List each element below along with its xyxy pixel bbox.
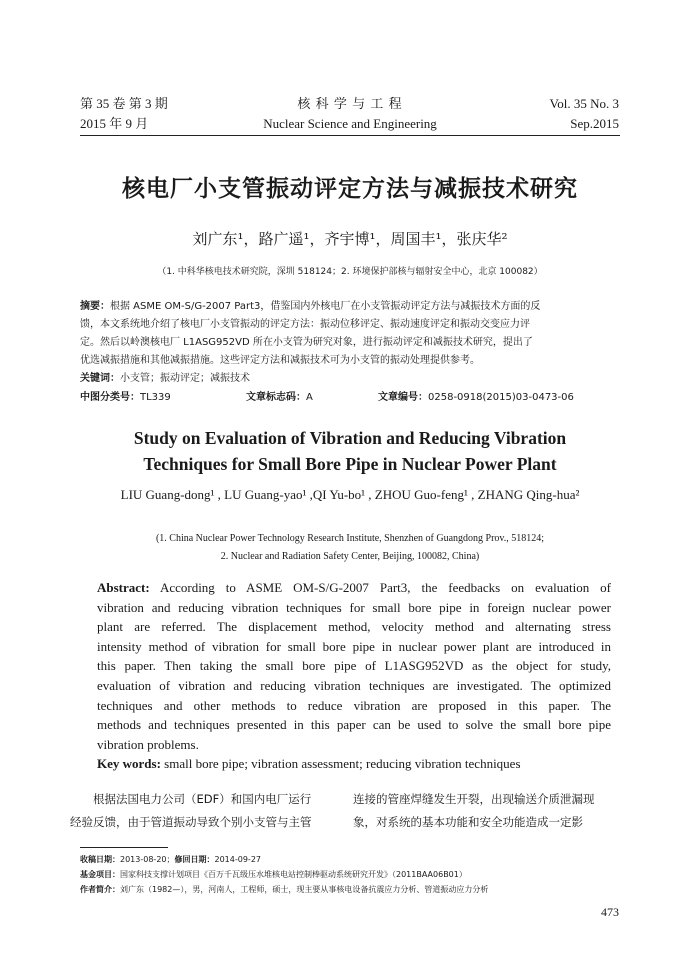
affiliation-en-line: 2. Nuclear and Radiation Safety Center, Beijing, 100082, China) bbox=[220, 551, 480, 562]
header-volume-cn: 第 35 卷 第 3 期 bbox=[80, 96, 168, 111]
document-code-label: 文章标志码： bbox=[246, 392, 306, 403]
header-date-cn: 2015 年 9 月 bbox=[80, 116, 149, 131]
clc-number bbox=[80, 388, 171, 403]
abstract-en bbox=[97, 578, 611, 774]
abstract-en-line: methods and techniques presented in this paper can be used to solve the small bore pipe bbox=[97, 717, 611, 733]
article-id-label: 文章编号： bbox=[378, 392, 428, 403]
article-id-value: 0258-0918(2015)03-0473-06 bbox=[428, 392, 574, 403]
footnote-fund bbox=[80, 867, 620, 882]
header-date-en: Sep.2015 bbox=[570, 116, 619, 131]
body-line: 根据法国电力公司（EDF）和国内电厂运行 bbox=[93, 792, 312, 806]
body-line: 经验反馈，由于管道振动导致个别小支管与主管 bbox=[70, 815, 312, 829]
authors-en: LIU Guang-dong¹ , LU Guang-yao¹ ,QI Yu-bo¹ , ZHOU Guo-feng¹ , ZHANG Qing-hua² bbox=[120, 487, 580, 502]
abstract-cn-line: 馈，本文系统地介绍了核电厂小支管振动的评定方法：振动位移评定、振动速度评定和振动交变应力评 bbox=[80, 319, 530, 330]
abstract-cn bbox=[80, 298, 620, 388]
fund-text: 国家科技支撑计划项目《百万千瓦级压水堆核电站控制棒驱动系统研究开发》（2011BAA06B01） bbox=[120, 870, 467, 879]
title-cn: 核电厂小支管振动评定方法与减振技术研究 bbox=[122, 176, 578, 202]
abstract-en-label: Abstract: bbox=[97, 580, 150, 595]
received-date: 2013-08-20； bbox=[120, 855, 175, 864]
abstract-en-line: vibration problems. bbox=[97, 736, 199, 752]
keywords-cn-label: 关键词： bbox=[80, 373, 120, 384]
abstract-en-line: vibration and reducing vibration techniques for small bore pipe in foreign nuclear power bbox=[97, 599, 611, 615]
document-code-value: A bbox=[306, 392, 313, 403]
abstract-en-line: evaluation of vibration and reducing vibration techniques are investigated. The optimized bbox=[97, 677, 611, 693]
affiliation-en-line: (1. China Nuclear Power Technology Research Institute, Shenzhen of Guangdong Prov., 518124; bbox=[155, 533, 545, 544]
affiliation-cn: （1. 中科华核电技术研究院，深圳 518124；2. 环境保护部核与辐射安全中心，北京 100082） bbox=[157, 267, 543, 277]
keywords-en bbox=[97, 754, 611, 774]
header-rule bbox=[80, 135, 620, 136]
header-volume-en: Vol. 35 No. 3 bbox=[549, 96, 619, 111]
received-label: 收稿日期： bbox=[80, 855, 120, 864]
abstract-en-line: this paper. Then taking the small bore pipe of L1ASG952VD as the object for study, bbox=[97, 658, 611, 674]
article-id bbox=[378, 388, 574, 403]
body-line: 连接的管座焊缝发生开裂，出现输送介质泄漏现 bbox=[353, 792, 595, 806]
title-en bbox=[0, 425, 700, 477]
body-line: 象，对系统的基本功能和安全功能造成一定影 bbox=[353, 815, 583, 829]
footnote-rule bbox=[80, 847, 168, 848]
footnotes bbox=[80, 852, 620, 897]
footnote-dates bbox=[80, 852, 620, 867]
abstract-cn-label: 摘要： bbox=[80, 301, 110, 312]
page-number: 473 bbox=[601, 905, 619, 919]
header-journal-en: Nuclear Science and Engineering bbox=[263, 116, 437, 131]
author-bio-label: 作者简介： bbox=[80, 885, 120, 894]
abstract-en-line: According to ASME OM-S/G-2007 Part3, the feedbacks on evaluation of bbox=[159, 580, 611, 595]
header-issue-en bbox=[550, 94, 619, 134]
keywords-en-label: Key words: bbox=[97, 756, 161, 772]
abstract-en-line: intensity method of vibration for small bore pipe in nuclear power plant are introduced in bbox=[97, 638, 611, 654]
abstract-cn-line: 根据 ASME OM-S/G-2007 Part3，借鉴国内外核电厂在小支管振动评定方法与减振技术方面的反 bbox=[110, 301, 541, 312]
header-journal-cn: 核 科 学 与 工 程 bbox=[297, 96, 403, 111]
title-en-line: Techniques for Small Bore Pipe in Nuclear Power Plant bbox=[143, 454, 557, 474]
keywords-cn bbox=[80, 370, 620, 388]
body-column-left bbox=[70, 788, 328, 834]
clc-label: 中图分类号： bbox=[80, 392, 140, 403]
abstract-cn-line: 定。然后以岭澳核电厂 L1ASG952VD 所在小支管为研究对象，进行振动评定和减振技术研究，提出了 bbox=[80, 337, 533, 348]
abstract-en-line: techniques and other methods to reduce vibration are proposed in this paper. The bbox=[97, 697, 611, 713]
abstract-en-line: plant are referred. The displacement method, velocity method and alternating stress bbox=[97, 619, 611, 635]
authors-cn: 刘广东¹，路广遥¹，齐宇博¹，周国丰¹，张庆华² bbox=[192, 230, 508, 248]
keywords-cn-text: 小支管；振动评定；减振技术 bbox=[120, 373, 250, 384]
author-bio-text: 刘广东（1982—），男，河南人，工程师，硕士，现主要从事核电设备抗震应力分析、管道振动应力分析 bbox=[120, 885, 489, 894]
document-code bbox=[246, 388, 313, 403]
title-en-line: Study on Evaluation of Vibration and Reducing Vibration bbox=[133, 428, 567, 448]
clc-value: TL339 bbox=[140, 392, 171, 403]
body-column-right bbox=[353, 788, 611, 834]
revised-label: 修回日期： bbox=[174, 855, 215, 864]
abstract-cn-line: 优选减振措施和其他减振措施。这些评定方法和减振技术可为小支管的振动处理提供参考。 bbox=[80, 355, 480, 366]
fund-label: 基金项目： bbox=[80, 870, 120, 879]
keywords-en-text: small bore pipe; vibration assessment; reducing vibration techniques bbox=[164, 756, 521, 772]
footnote-author bbox=[80, 882, 620, 897]
revised-date: 2014-09-27 bbox=[214, 855, 261, 864]
affiliation-en bbox=[0, 530, 700, 566]
